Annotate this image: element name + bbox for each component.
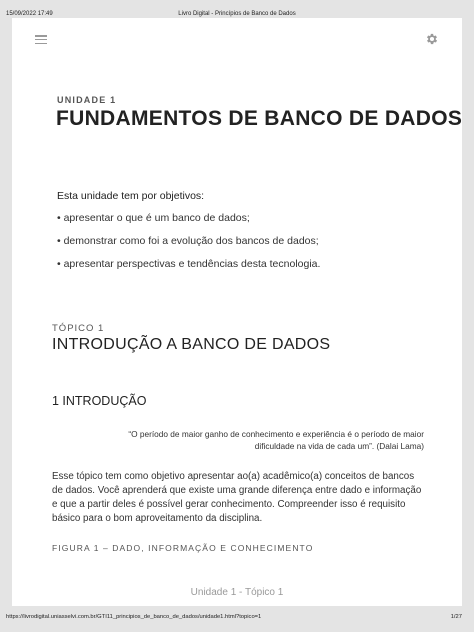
topic-title: INTRODUÇÃO A BANCO DE DADOS bbox=[52, 336, 331, 353]
quote-line: dificuldade na vida de cada um”. (Dalai Lama) bbox=[254, 441, 424, 451]
figure-caption: FIGURA 1 – DADO, INFORMAÇÃO E CONHECIMENTO bbox=[52, 543, 314, 553]
objective-item: • apresentar perspectivas e tendências desta tecnologia. bbox=[57, 258, 321, 270]
quote-line: “O período de maior ganho de conhecimento e experiência é o período de maior bbox=[128, 429, 424, 439]
section-title: 1 INTRODUÇÃO bbox=[52, 394, 147, 408]
book-page bbox=[12, 18, 462, 606]
objectives-title: Esta unidade tem por objetivos: bbox=[57, 190, 205, 202]
print-datetime: 15/09/2022 17:49 bbox=[6, 11, 53, 17]
gear-icon[interactable] bbox=[425, 32, 439, 46]
intro-paragraph: Esse tópico tem como objetivo apresentar ao(a) acadêmico(a) conceitos de bancos de dados. Você aprenderá que existe uma grande diferença entre dado e informação e que a partir deles é possível gerar conhecimento. Compreender isso é requisito básico para o bom aproveitamento da disciplina. bbox=[52, 471, 422, 524]
hamburger-menu-icon[interactable] bbox=[35, 35, 47, 44]
unit-label: UNIDADE 1 bbox=[57, 95, 117, 105]
page-footer-nav: Unidade 1 - Tópico 1 bbox=[190, 587, 284, 598]
objective-item: • apresentar o que é um banco de dados; bbox=[57, 212, 250, 224]
topic-label: TÓPICO 1 bbox=[52, 323, 105, 334]
print-url: https://livrodigital.uniasselvi.com.br/GTI11_principios_de_banco_de_dados/unidade1.html?topico=1 bbox=[6, 614, 262, 620]
print-footer bbox=[0, 612, 474, 632]
objective-item: • demonstrar como foi a evolução dos bancos de dados; bbox=[57, 235, 319, 247]
unit-title: FUNDAMENTOS DE BANCO DE DADOS bbox=[56, 107, 463, 130]
print-document-title: Livro Digital - Princípios de Banco de Dados bbox=[178, 11, 296, 17]
epigraph-quote bbox=[52, 428, 424, 452]
print-page-count: 1/27 bbox=[450, 614, 462, 620]
